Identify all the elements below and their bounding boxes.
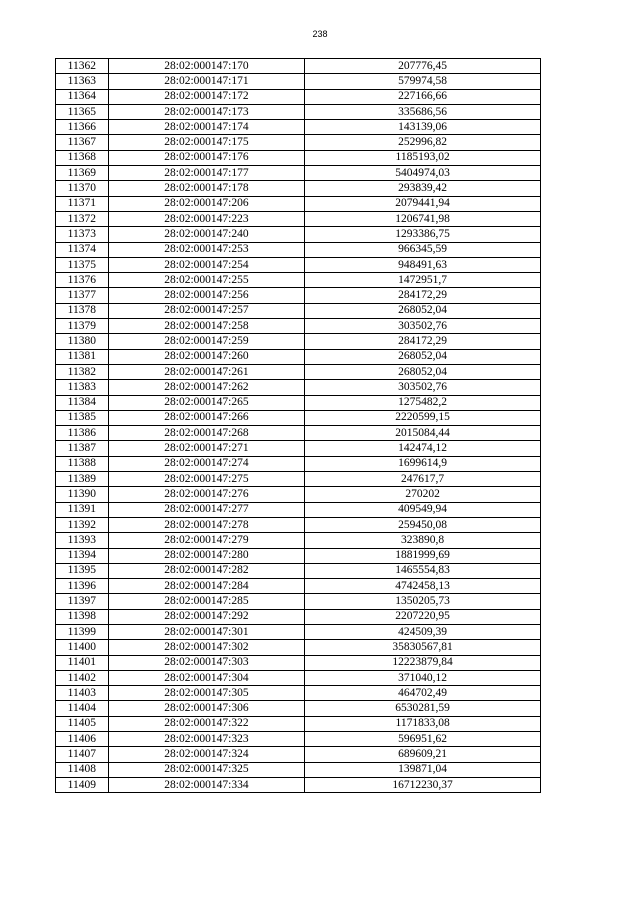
value-cell: 948491,63 [305,257,541,272]
row-number-cell: 11362 [56,59,109,74]
cadastral-number-cell: 28:02:000147:261 [108,364,305,379]
row-number-cell: 11390 [56,487,109,502]
value-cell: 268052,04 [305,364,541,379]
cadastral-number-cell: 28:02:000147:176 [108,150,305,165]
row-number-cell: 11409 [56,777,109,792]
table-row [56,548,541,563]
table-row [56,487,541,502]
row-number-cell: 11400 [56,640,109,655]
cadastral-number-cell: 28:02:000147:271 [108,441,305,456]
cadastral-number-cell: 28:02:000147:285 [108,594,305,609]
cadastral-number-cell: 28:02:000147:174 [108,120,305,135]
row-number-cell: 11374 [56,242,109,257]
row-number-cell: 11366 [56,120,109,135]
value-cell: 689609,21 [305,747,541,762]
value-cell: 2207220,95 [305,609,541,624]
row-number-cell: 11378 [56,303,109,318]
row-number-cell: 11376 [56,273,109,288]
table-row [56,456,541,471]
cadastral-number-cell: 28:02:000147:276 [108,487,305,502]
row-number-cell: 11401 [56,655,109,670]
cadastral-number-cell: 28:02:000147:240 [108,227,305,242]
value-cell: 1185193,02 [305,150,541,165]
value-cell: 5404974,03 [305,166,541,181]
row-number-cell: 11380 [56,334,109,349]
value-cell: 270202 [305,487,541,502]
value-cell: 1699614,9 [305,456,541,471]
row-number-cell: 11407 [56,747,109,762]
row-number-cell: 11365 [56,104,109,119]
cadastral-number-cell: 28:02:000147:178 [108,181,305,196]
value-cell: 579974,58 [305,74,541,89]
value-cell: 284172,29 [305,288,541,303]
row-number-cell: 11367 [56,135,109,150]
value-cell: 268052,04 [305,303,541,318]
value-cell: 259450,08 [305,517,541,532]
value-cell: 6530281,59 [305,701,541,716]
table-row [56,640,541,655]
row-number-cell: 11403 [56,686,109,701]
table-row [56,319,541,334]
cadastral-number-cell: 28:02:000147:177 [108,166,305,181]
cadastral-number-cell: 28:02:000147:266 [108,410,305,425]
cadastral-number-cell: 28:02:000147:302 [108,640,305,655]
value-cell: 16712230,37 [305,777,541,792]
value-cell: 1465554,83 [305,563,541,578]
value-cell: 247617,7 [305,472,541,487]
row-number-cell: 11389 [56,472,109,487]
table-row [56,273,541,288]
cadastral-number-cell: 28:02:000147:256 [108,288,305,303]
cadastral-number-cell: 28:02:000147:305 [108,686,305,701]
cadastral-number-cell: 28:02:000147:170 [108,59,305,74]
value-cell: 284172,29 [305,334,541,349]
value-cell: 303502,76 [305,319,541,334]
cadastral-number-cell: 28:02:000147:260 [108,349,305,364]
cadastral-number-cell: 28:02:000147:255 [108,273,305,288]
table-row [56,380,541,395]
table-row [56,426,541,441]
table-row [56,533,541,548]
value-cell: 293839,42 [305,181,541,196]
table-row [56,777,541,792]
value-cell: 139871,04 [305,762,541,777]
cadastral-number-cell: 28:02:000147:274 [108,456,305,471]
value-cell: 1275482,2 [305,395,541,410]
value-cell: 1293386,75 [305,227,541,242]
cadastral-number-cell: 28:02:000147:324 [108,747,305,762]
row-number-cell: 11379 [56,319,109,334]
row-number-cell: 11372 [56,211,109,226]
table-row [56,242,541,257]
cadastral-number-cell: 28:02:000147:277 [108,502,305,517]
table-row [56,670,541,685]
row-number-cell: 11388 [56,456,109,471]
value-cell: 1206741,98 [305,211,541,226]
row-number-cell: 11399 [56,624,109,639]
cadastral-number-cell: 28:02:000147:259 [108,334,305,349]
row-number-cell: 11384 [56,395,109,410]
value-cell: 252996,82 [305,135,541,150]
row-number-cell: 11408 [56,762,109,777]
value-cell: 12223879,84 [305,655,541,670]
table-row [56,257,541,272]
table-row [56,472,541,487]
cadastral-number-cell: 28:02:000147:280 [108,548,305,563]
cadastral-value-table [55,58,541,793]
row-number-cell: 11404 [56,701,109,716]
table-row [56,594,541,609]
row-number-cell: 11370 [56,181,109,196]
row-number-cell: 11371 [56,196,109,211]
value-cell: 335686,56 [305,104,541,119]
row-number-cell: 11402 [56,670,109,685]
value-cell: 596951,62 [305,732,541,747]
table-row [56,349,541,364]
value-cell: 35830567,81 [305,640,541,655]
cadastral-number-cell: 28:02:000147:282 [108,563,305,578]
table-row [56,395,541,410]
cadastral-number-cell: 28:02:000147:279 [108,533,305,548]
cadastral-number-cell: 28:02:000147:171 [108,74,305,89]
row-number-cell: 11396 [56,579,109,594]
row-number-cell: 11391 [56,502,109,517]
value-cell: 2015084,44 [305,426,541,441]
value-cell: 409549,94 [305,502,541,517]
cadastral-number-cell: 28:02:000147:257 [108,303,305,318]
value-cell: 323890,8 [305,533,541,548]
value-cell: 371040,12 [305,670,541,685]
row-number-cell: 11383 [56,380,109,395]
cadastral-number-cell: 28:02:000147:306 [108,701,305,716]
value-cell: 227166,66 [305,89,541,104]
row-number-cell: 11386 [56,426,109,441]
row-number-cell: 11405 [56,716,109,731]
table-body [56,59,541,793]
cadastral-number-cell: 28:02:000147:253 [108,242,305,257]
cadastral-number-cell: 28:02:000147:292 [108,609,305,624]
table-row [56,288,541,303]
table-row [56,410,541,425]
table-row [56,701,541,716]
row-number-cell: 11398 [56,609,109,624]
table-row [56,716,541,731]
row-number-cell: 11368 [56,150,109,165]
table-row [56,334,541,349]
cadastral-number-cell: 28:02:000147:322 [108,716,305,731]
table-row [56,364,541,379]
table-row [56,89,541,104]
table-row [56,166,541,181]
table-row [56,181,541,196]
cadastral-number-cell: 28:02:000147:275 [108,472,305,487]
row-number-cell: 11382 [56,364,109,379]
row-number-cell: 11381 [56,349,109,364]
table-row [56,762,541,777]
cadastral-number-cell: 28:02:000147:323 [108,732,305,747]
cadastral-number-cell: 28:02:000147:304 [108,670,305,685]
row-number-cell: 11387 [56,441,109,456]
row-number-cell: 11377 [56,288,109,303]
table-row [56,303,541,318]
table-row [56,655,541,670]
table-row [56,120,541,135]
value-cell: 303502,76 [305,380,541,395]
row-number-cell: 11385 [56,410,109,425]
cadastral-number-cell: 28:02:000147:173 [108,104,305,119]
value-cell: 424509,39 [305,624,541,639]
table-row [56,563,541,578]
table-row [56,150,541,165]
table-row [56,579,541,594]
table-row [56,732,541,747]
row-number-cell: 11393 [56,533,109,548]
table-row [56,609,541,624]
value-cell: 966345,59 [305,242,541,257]
value-cell: 142474,12 [305,441,541,456]
value-cell: 1881999,69 [305,548,541,563]
cadastral-number-cell: 28:02:000147:206 [108,196,305,211]
cadastral-number-cell: 28:02:000147:265 [108,395,305,410]
value-cell: 143139,06 [305,120,541,135]
table-row [56,104,541,119]
cadastral-number-cell: 28:02:000147:325 [108,762,305,777]
cadastral-number-cell: 28:02:000147:254 [108,257,305,272]
table-row [56,74,541,89]
value-cell: 464702,49 [305,686,541,701]
cadastral-number-cell: 28:02:000147:258 [108,319,305,334]
row-number-cell: 11406 [56,732,109,747]
table-row [56,747,541,762]
value-cell: 1171833,08 [305,716,541,731]
table-row [56,135,541,150]
table-row [56,686,541,701]
row-number-cell: 11369 [56,166,109,181]
value-cell: 1350205,73 [305,594,541,609]
table-row [56,441,541,456]
cadastral-number-cell: 28:02:000147:334 [108,777,305,792]
value-cell: 1472951,7 [305,273,541,288]
row-number-cell: 11395 [56,563,109,578]
table-row [56,502,541,517]
page-number: 238 [312,29,328,39]
row-number-cell: 11373 [56,227,109,242]
table-row [56,211,541,226]
table-row [56,59,541,74]
value-cell: 4742458,13 [305,579,541,594]
cadastral-number-cell: 28:02:000147:172 [108,89,305,104]
row-number-cell: 11394 [56,548,109,563]
cadastral-number-cell: 28:02:000147:175 [108,135,305,150]
value-cell: 268052,04 [305,349,541,364]
cadastral-number-cell: 28:02:000147:303 [108,655,305,670]
table-row [56,517,541,532]
cadastral-number-cell: 28:02:000147:284 [108,579,305,594]
table-row [56,624,541,639]
row-number-cell: 11392 [56,517,109,532]
value-cell: 2079441,94 [305,196,541,211]
table-row [56,227,541,242]
cadastral-number-cell: 28:02:000147:278 [108,517,305,532]
row-number-cell: 11375 [56,257,109,272]
row-number-cell: 11363 [56,74,109,89]
value-cell: 207776,45 [305,59,541,74]
cadastral-number-cell: 28:02:000147:301 [108,624,305,639]
cadastral-number-cell: 28:02:000147:262 [108,380,305,395]
row-number-cell: 11397 [56,594,109,609]
value-cell: 2220599,15 [305,410,541,425]
cadastral-number-cell: 28:02:000147:268 [108,426,305,441]
row-number-cell: 11364 [56,89,109,104]
table-row [56,196,541,211]
cadastral-number-cell: 28:02:000147:223 [108,211,305,226]
